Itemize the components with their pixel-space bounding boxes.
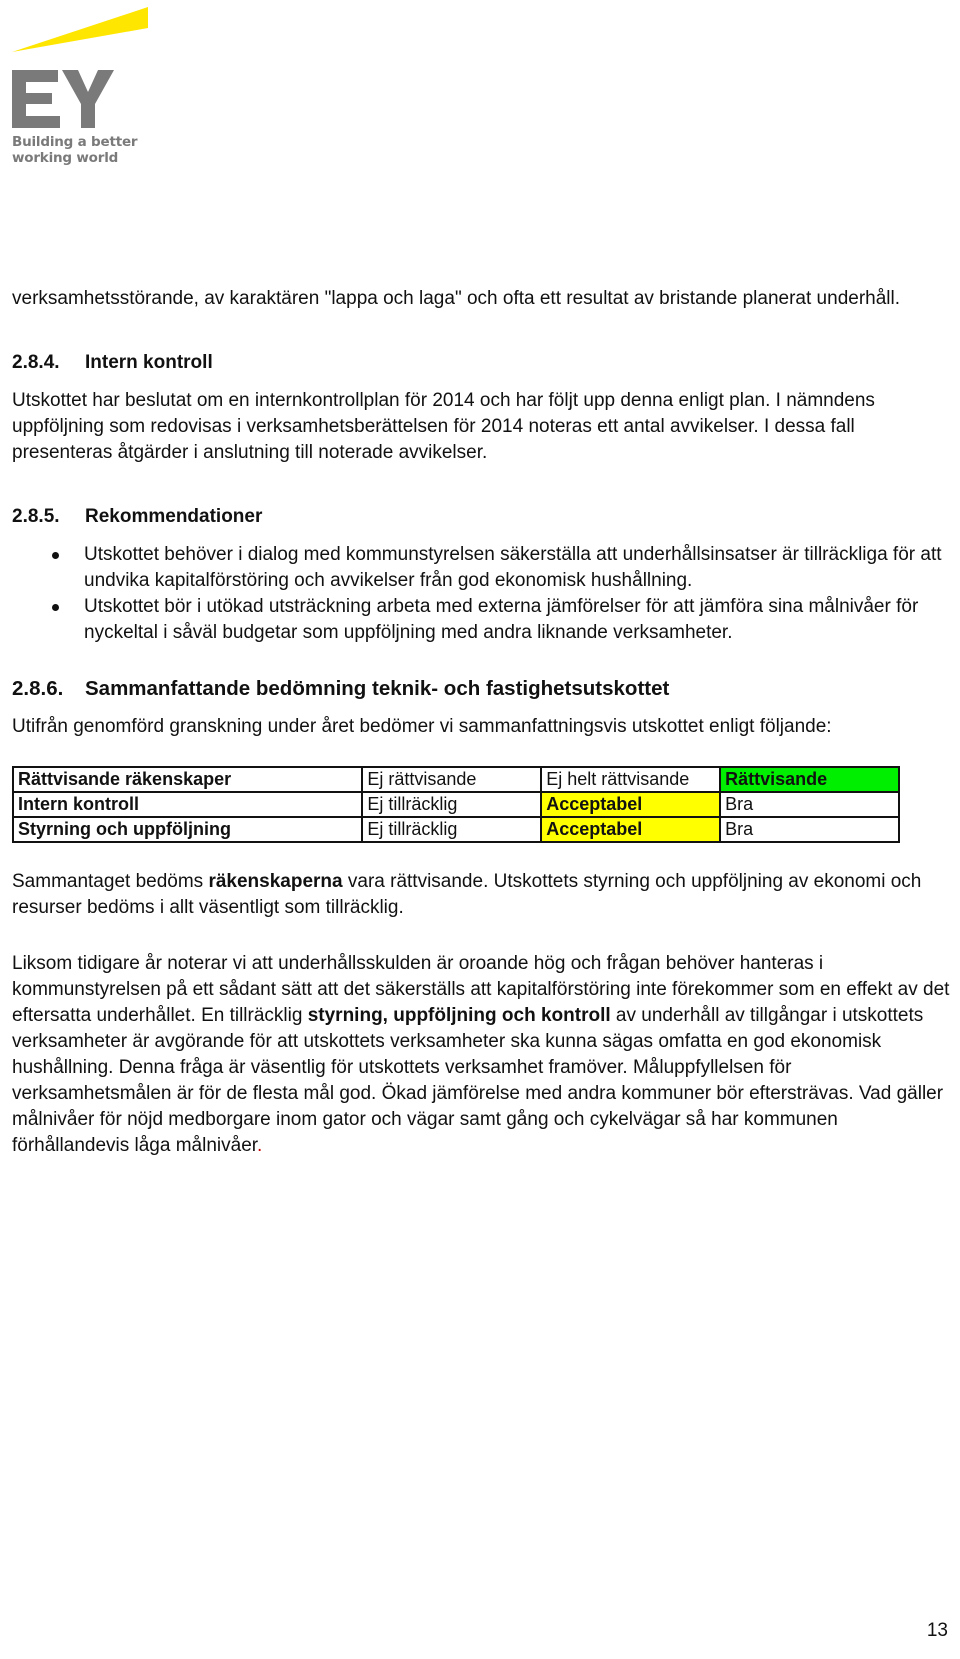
table-cell: Bra	[720, 817, 899, 842]
assessment-table	[12, 766, 900, 843]
intern-kontroll-paragraph: Utskottet har beslutat om en internkontrollplan för 2014 och har följt upp denna enligt plan. I nämndens uppföljning som redovisas i verksamhetsberättelsen för 2014 noteras ett antal avvikelser. I dessa fall presenteras åtgärder i anslutning till noterade avvikelser.	[12, 390, 875, 463]
summary-paragraph-2	[12, 951, 952, 1159]
table-cell: Bra	[720, 792, 899, 817]
list-item	[12, 542, 952, 594]
table-row	[13, 767, 899, 792]
summary-emphasis: styrning, uppföljning och kontroll	[307, 1005, 611, 1026]
section-heading-sammanfattande	[12, 676, 952, 702]
document-body	[12, 286, 952, 1159]
table-row-label: Styrning och uppföljning	[13, 817, 362, 842]
logo-letter-e	[12, 70, 60, 128]
section-heading-rekommendationer	[12, 504, 952, 530]
summary-final-period: .	[257, 1135, 263, 1156]
summary-text: Liksom tidigare år noterar vi att underhållsskulden är oroande hög och frågan behöver hanteras i kommunstyrelsen på ett sådant sätt att det säkerställs att kapitalförstöring inte förekommer som en effekt av det eftersatta underhållet. En tillräcklig	[12, 953, 950, 1026]
recommendation-text: Utskottet bör i utökad utsträckning arbeta med externa jämförelser för att jämföra sina målnivåer för nyckeltal i såväl budgetar som uppföljning med andra liknande verksamheter.	[84, 596, 919, 643]
section-heading-intern-kontroll	[12, 350, 952, 376]
logo-tagline	[12, 134, 137, 166]
page-number: 13	[926, 1620, 948, 1641]
table-cell: Ej tillräcklig	[362, 792, 541, 817]
table-row-label: Rättvisande räkenskaper	[13, 767, 362, 792]
section-number: 2.8.4.	[12, 352, 60, 373]
recommendation-list	[12, 542, 952, 646]
section-title: Rekommendationer	[85, 506, 263, 527]
tagline-line-1: Building a better	[12, 134, 138, 150]
bullet-icon	[52, 604, 59, 611]
table-cell: Ej rättvisande	[362, 767, 541, 792]
summary-text: vara rättvisande. Utskottets styrning och uppföljning av ekonomi och resurser bedöms i allt väsentligt som tillräcklig.	[12, 871, 922, 918]
assessment-intro: Utifrån genomförd granskning under året bedömer vi sammanfattningsvis utskottet enligt följande:	[12, 716, 832, 737]
summary-text: av underhåll av tillgångar i utskottets verksamheter är avgörande för att utskottets verksamheter ska kunna sägas omfatta en god ekonomisk hushållning. Denna fråga är väsentlig för utskottets verksamhet framöver. Måluppfyllelsen för verksamhetsmålen är för de flesta mål god. Ökad jämförelse med andra kommuner bör eftersträvas. Vad gäller målnivåer för nöjd medborgare inom gator och vägar samt gång och cykelvägar så har kommunen förhållandevis låga målnivåer	[12, 1005, 944, 1156]
table-cell: Ej tillräcklig	[362, 817, 541, 842]
section-title: Intern kontroll	[85, 352, 213, 373]
list-item	[12, 594, 952, 646]
section-number: 2.8.6.	[12, 677, 64, 700]
table-cell-selected: Rättvisande	[720, 767, 899, 792]
table-cell: Ej helt rättvisande	[541, 767, 720, 792]
tagline-line-2: working world	[12, 150, 119, 166]
logo-yellow-beam	[12, 7, 148, 52]
summary-paragraph-1	[12, 869, 952, 921]
bullet-icon	[52, 552, 59, 559]
logo-letter-y	[62, 70, 114, 128]
recommendation-text: Utskottet behöver i dialog med kommunstyrelsen säkerställa att underhållsinsatser är tillräckliga för att undvika kapitalförstöring och avvikelser från god ekonomisk hushållning.	[84, 544, 942, 591]
section-number: 2.8.5.	[12, 506, 60, 527]
table-cell-selected: Acceptabel	[541, 817, 720, 842]
section-title: Sammanfattande bedömning teknik- och fastighetsutskottet	[85, 677, 670, 700]
ey-logo-mark	[10, 4, 160, 134]
table-cell-selected: Acceptabel	[541, 792, 720, 817]
intro-paragraph: verksamhetsstörande, av karaktären "lappa och laga" och ofta ett resultat av bristande planerat underhåll.	[12, 288, 901, 309]
summary-text: Sammantaget bedöms	[12, 871, 209, 892]
summary-emphasis: räkenskaperna	[208, 871, 343, 892]
table-row	[13, 792, 899, 817]
table-row	[13, 817, 899, 842]
table-row-label: Intern kontroll	[13, 792, 362, 817]
